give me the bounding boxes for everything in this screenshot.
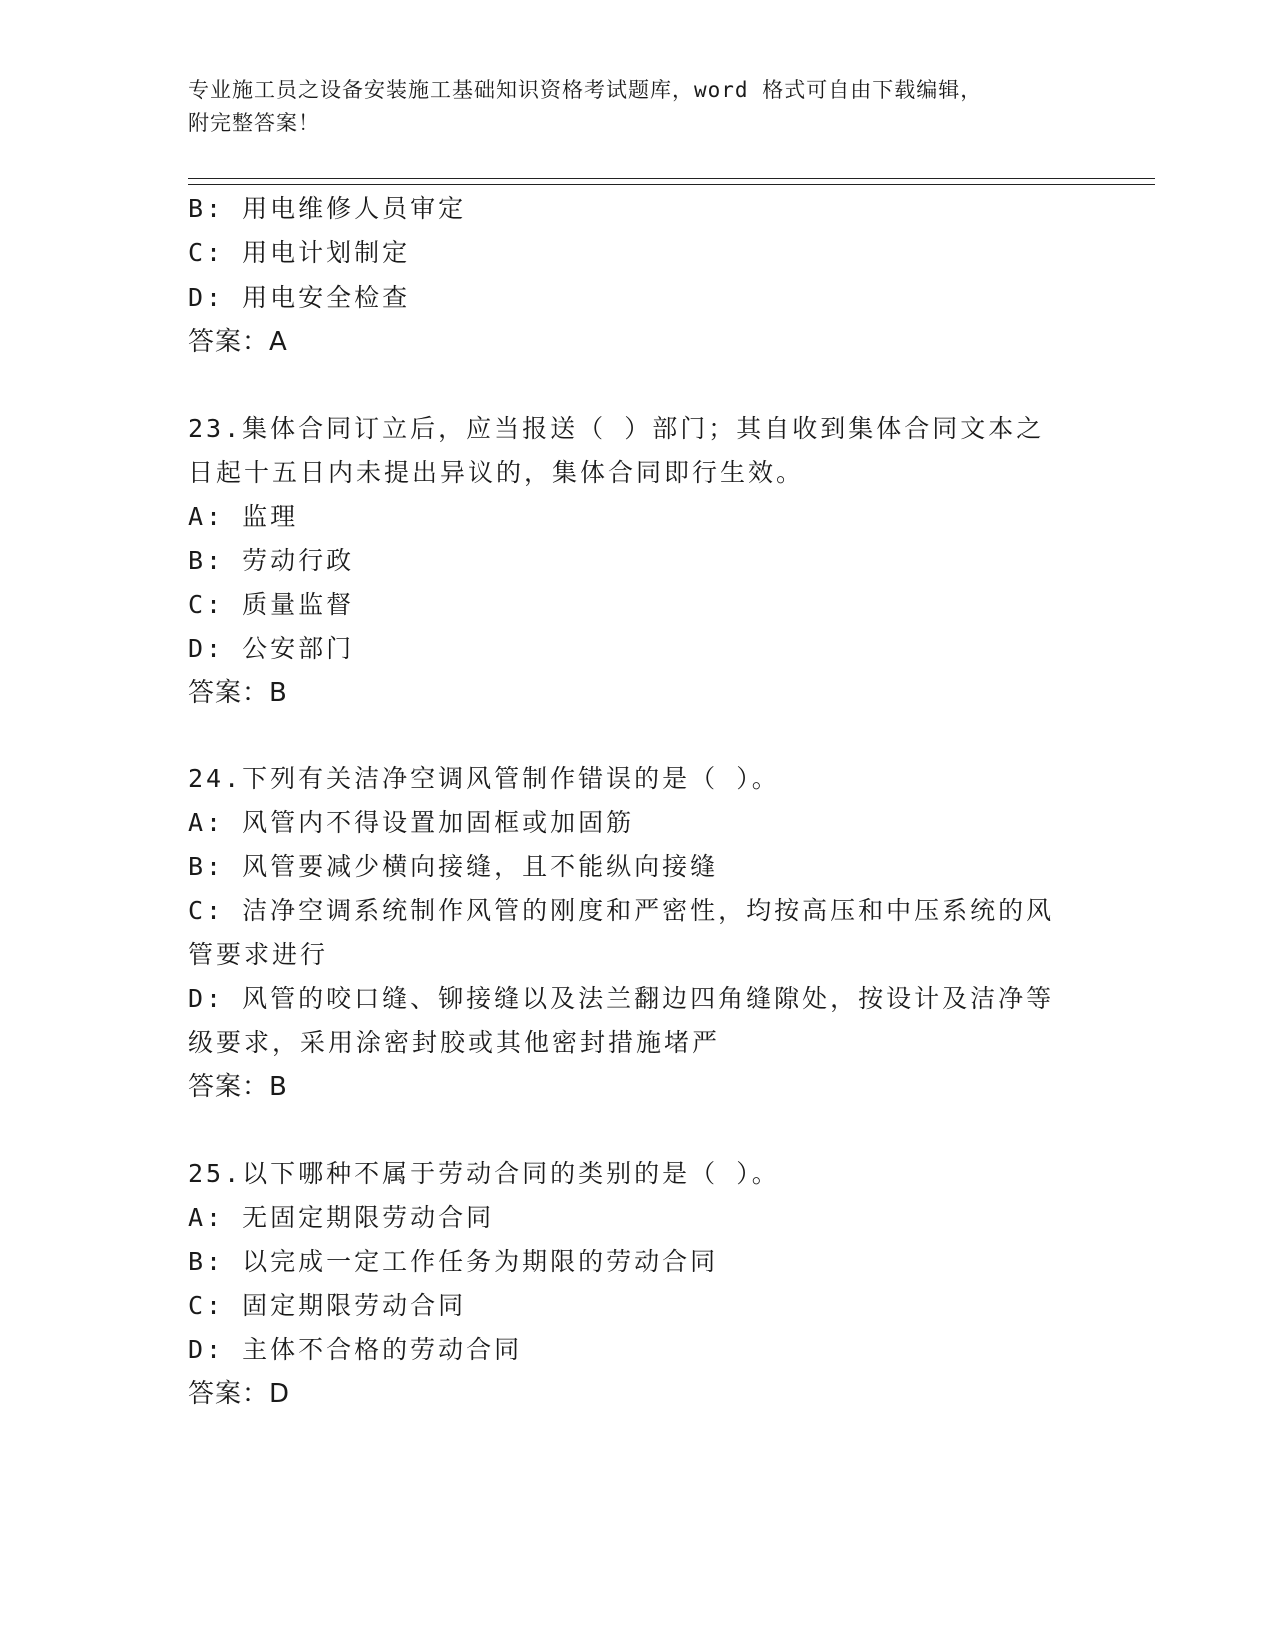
header-line-1: 专业施工员之设备安装施工基础知识资格考试题库，word 格式可自由下载编辑， xyxy=(188,78,983,102)
q25-option-c: C: 固定期限劳动合同 xyxy=(188,1291,467,1320)
q22-option-c: C: 用电计划制定 xyxy=(188,238,411,267)
q24-option-d-line-1: D: 风管的咬口缝、铆接缝以及法兰翻边四角缝隙处，按设计及洁净等 xyxy=(188,984,1055,1013)
q25-option-b: B: 以完成一定工作任务为期限的劳动合同 xyxy=(188,1247,719,1276)
q22-option-b: B: 用电维修人员审定 xyxy=(188,194,467,223)
q25-option-a: A: 无固定期限劳动合同 xyxy=(188,1203,495,1232)
q25-answer: 答案：D xyxy=(188,1379,291,1409)
q22-answer: 答案：A xyxy=(188,327,288,357)
q23-option-b: B: 劳动行政 xyxy=(188,546,355,575)
header-divider xyxy=(188,178,1155,185)
q23-stem-line-1: 23.集体合同订立后，应当报送（ ）部门；其自收到集体合同文本之 xyxy=(188,414,1045,443)
q24-stem: 24.下列有关洁净空调风管制作错误的是（ ）。 xyxy=(188,764,780,793)
q24-option-b: B: 风管要减少横向接缝，且不能纵向接缝 xyxy=(188,852,719,881)
q22-option-d: D: 用电安全检查 xyxy=(188,283,411,312)
q24-option-a: A: 风管内不得设置加固框或加固筋 xyxy=(188,808,635,837)
q23-option-d: D: 公安部门 xyxy=(188,634,355,663)
q24-answer: 答案：B xyxy=(188,1072,288,1102)
q24-option-d-line-2: 级要求，采用涂密封胶或其他密封措施堵严 xyxy=(188,1028,721,1057)
q23-stem-line-2: 日起十五日内未提出异议的，集体合同即行生效。 xyxy=(188,458,805,487)
q23-answer: 答案：B xyxy=(188,678,288,708)
q23-option-c: C: 质量监督 xyxy=(188,590,355,619)
q24-option-c-line-2: 管要求进行 xyxy=(188,940,329,969)
q23-option-a: A: 监理 xyxy=(188,502,299,531)
q25-option-d: D: 主体不合格的劳动合同 xyxy=(188,1335,523,1364)
document-header xyxy=(188,74,1088,140)
header-line-2: 附完整答案！ xyxy=(188,111,320,135)
q25-stem: 25.以下哪种不属于劳动合同的类别的是（ ）。 xyxy=(188,1159,780,1188)
q24-option-c-line-1: C: 洁净空调系统制作风管的刚度和严密性，均按高压和中压系统的风 xyxy=(188,896,1055,925)
